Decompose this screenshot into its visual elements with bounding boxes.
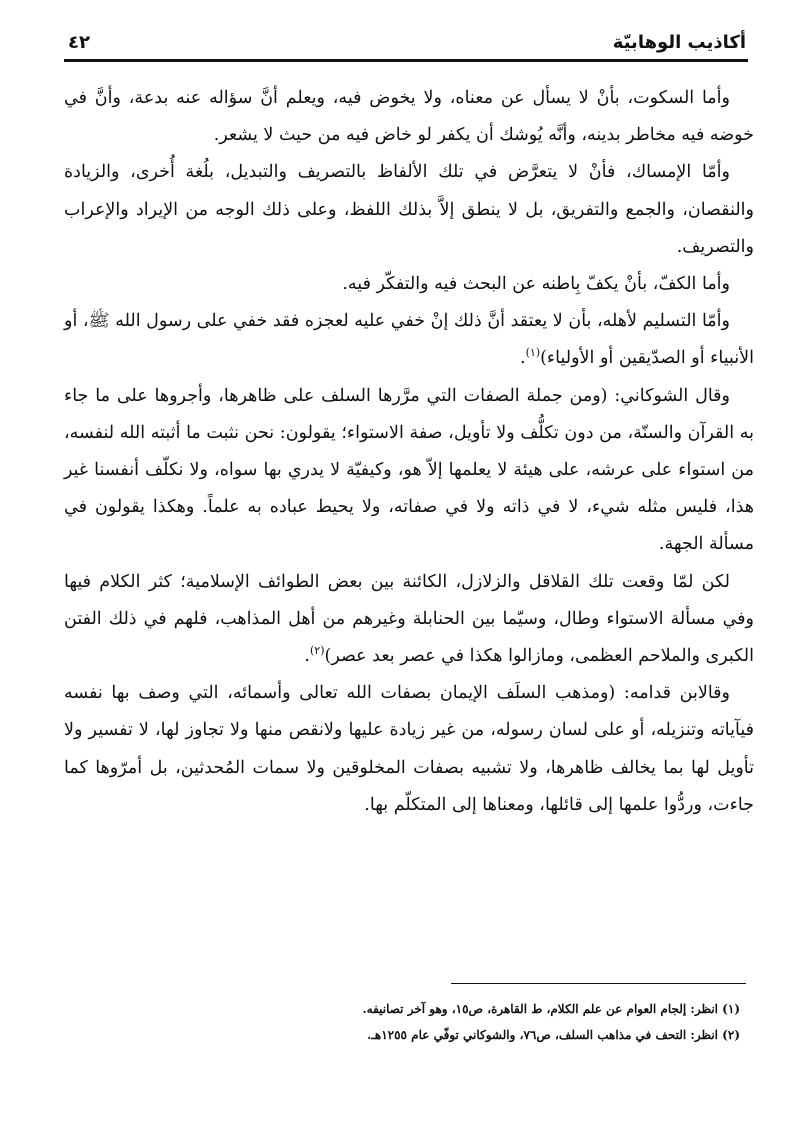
paragraph-turmoil-text: لكن لمّا وقعت تلك القلاقل والزلازل، الكائنة بين بعض الطوائف الإسلامية؛ كثر الكلام فيها وفي مسألة الاستواء وطال، وسيّما بين الحنابلة وغيرهم من أهل المذاهب، فلهم في ذلك الفتن الكبرى والملاحم العظمى، ومازالوا هكذا في عصر بعد عصر) bbox=[64, 571, 754, 667]
paragraph-ibn-qudama: وقالابن قدامه: (ومذهب السلَف الإيمان بصفات الله تعالى وأسمائه، التي وصف بها نفسه فيآياته وتنزيله، أو على لسان رسوله، من غير زيادة عليها ولانقص منها ولا تجاوز لها، لا تفسير ولا تأويل لها بما يخالف ظاهرها، ولا تشبيه بصفات المخلوقين ولا سمات المُحدثين، بل أمرّوها كما جاءت، وردُّوا علمها إلى قائلها، ومعناها إلى المتكلّم بها. bbox=[64, 683, 754, 815]
paragraph-shawkani: وقال الشوكاني: (ومن جملة الصفات التي مرَّرها السلف على ظاهرها، وأجروها على ما جاء به القرآن والسنّة، من دون تكلُّف ولا تأويل، صفة الاستواء؛ يقولون: نحن نثبت ما أثبته الله لنفسه، من استواء على عرشه، على هيئة لا يعلمها إلاّ هو، وكيفيّة لا يدري بها سواه، ولا نكلّف أنفسنا غير هذا، فليس مثله شيء، لا في ذاته ولا في صفاته، ولا يحيط عباده به علماً. وهكذا يقولون في مسألة الجهة. bbox=[64, 385, 754, 555]
paragraph-silence: وأما السكوت، بأنْ لا يسأل عن معناه، ولا يخوض فيه، ويعلم أنَّ سؤاله عنه بدعة، وأنَّ في خوضه فيه مخاطر بدينه، وأنَّه يُوشك أن يكفر لو خاض فيه من حيث لا يشعر. bbox=[64, 88, 754, 146]
paragraph-submission-text: وأمّا التسليم لأهله، بأن لا يعتقد أنَّ ذلك إنْ خفي عليه لعجزه فقد خفي على رسول الله ﷺ، أو الأنبياء أو الصدّيقين أو الأولياء) bbox=[64, 311, 754, 369]
page-header bbox=[64, 22, 748, 62]
footnote-ref-1[interactable]: (١) bbox=[525, 346, 541, 360]
paragraph-submission bbox=[64, 303, 754, 377]
paragraph-turmoil bbox=[64, 564, 754, 676]
footnote-ref-2[interactable]: (٢) bbox=[310, 644, 325, 658]
footnote-ref-2-end: . bbox=[304, 646, 310, 667]
footnotes bbox=[60, 998, 740, 1050]
running-title: أكاذيب الوهابيّة bbox=[612, 32, 746, 53]
body-text bbox=[64, 80, 754, 824]
footnote-ref-1-end: . bbox=[520, 348, 526, 369]
footnote-separator bbox=[451, 983, 746, 984]
paragraph-refraining: وأما الكفّ، بأنْ يكفّ بِاطنه عن البحث فيه والتفكّر فيه. bbox=[342, 274, 730, 295]
header-rule bbox=[64, 59, 748, 62]
paragraph-withholding: وأمّا الإمساك، فأنْ لا يتعرَّض في تلك الألفاظ بالتصريف والتبديل، بلُغة أُخرى، والزيادة والنقصان، والجمع والتفريق، بل لا ينطق إلاَّ بذلك اللفظ، وعلى ذلك الوجه من الإيراد والإعراب والتصريف. bbox=[64, 162, 754, 257]
footnote-2: (٢) انظر: التحف في مذاهب السلف، ص٧٦، والشوكاني توفّي عام ١٢٥٥هـ. bbox=[367, 1028, 740, 1042]
footnote-1: (١) انظر: إلجام العوام عن علم الكلام، ط القاهرة، ص١٥، وهو آخر تصانيفه. bbox=[362, 1002, 740, 1016]
page-number: ٤٢ bbox=[68, 32, 90, 53]
